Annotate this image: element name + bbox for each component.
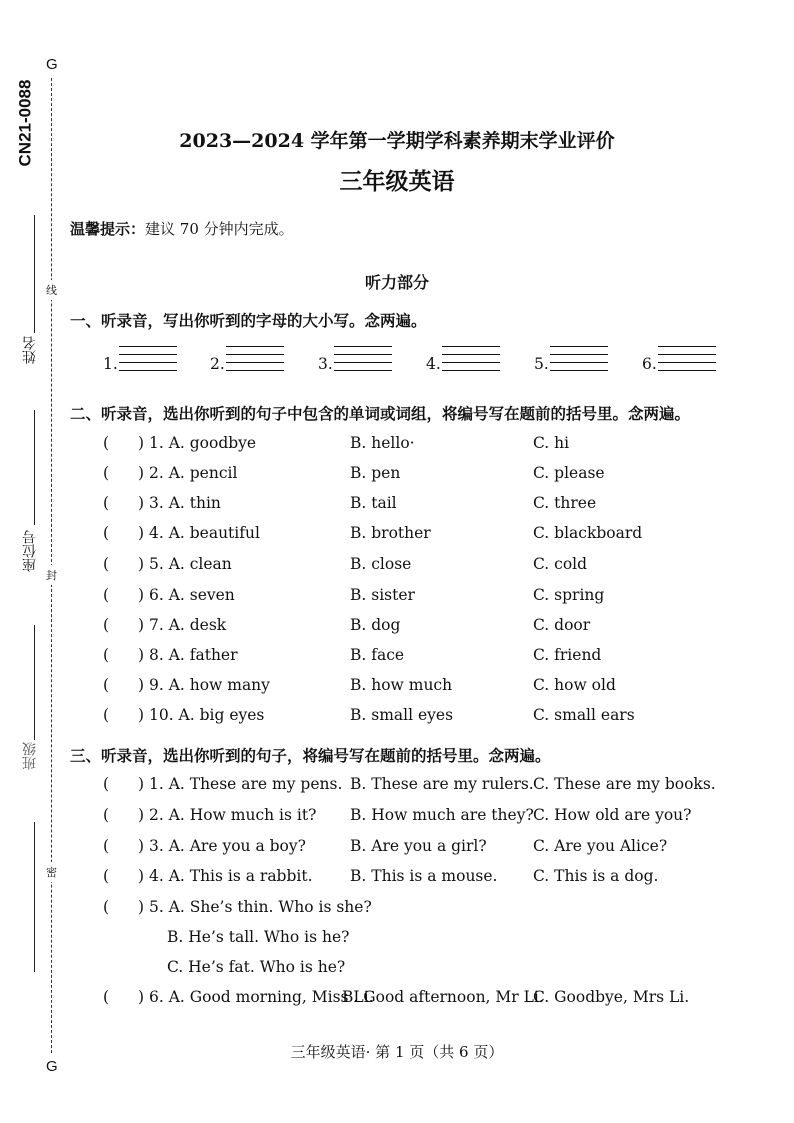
option-a: ) 7. A. desk xyxy=(138,616,227,634)
exam-title: 2023—2024 学年第一学期学科素养期末学业评价 xyxy=(179,130,615,152)
option-c: C. These are my books. xyxy=(533,775,716,793)
s2-row-8 xyxy=(0,646,794,668)
exam-subtitle: 三年级英语 xyxy=(339,168,455,195)
section3-heading: 三、听录音，选出你听到的句子，将编号写在题前的括号里。念两遍。 xyxy=(70,747,551,765)
option-c: C. How old are you? xyxy=(533,806,692,824)
paper-code: CN21-0088 xyxy=(15,79,35,166)
s3-row-6 xyxy=(0,988,794,1010)
option-b: B. How much are they? xyxy=(350,806,534,824)
seat-label: 座位号 xyxy=(22,530,38,572)
option-c: C. door xyxy=(533,616,591,634)
option-b: B. sister xyxy=(350,586,415,604)
answer-paren: ( xyxy=(103,586,110,604)
answer-paren: ( xyxy=(103,837,110,855)
answer-paren: ( xyxy=(103,706,110,724)
part-title: 听力部分 xyxy=(364,273,429,292)
option-a: ) 8. A. father xyxy=(138,646,238,664)
letter-num-6: 6. xyxy=(642,355,657,373)
section2-heading: 二、听录音，选出你听到的句子中包含的单词或词组，将编号写在题前的括号里。念两遍。 xyxy=(70,405,691,423)
answer-paren: ( xyxy=(103,494,110,512)
letter-num-4: 4. xyxy=(426,355,441,373)
option-c: C. friend xyxy=(533,646,602,664)
option-a: ) 2. A. How much is it? xyxy=(138,806,317,824)
s2-row-2 xyxy=(0,464,794,486)
g-mark-bottom: G xyxy=(46,1058,58,1075)
option-a: ) 3. A. thin xyxy=(138,494,221,512)
s3-row-3 xyxy=(0,837,794,859)
letter-num-2: 2. xyxy=(210,355,225,373)
option-a: ) 10. A. big eyes xyxy=(138,706,265,724)
answer-paren: ( xyxy=(103,434,110,452)
seal-mi: 密 xyxy=(46,862,57,882)
option-a: ) 4. A. beautiful xyxy=(138,524,260,542)
seal-feng: 封 xyxy=(46,565,57,585)
letter-num-5: 5. xyxy=(534,355,549,373)
letter-blank-2 xyxy=(226,346,284,378)
answer-paren: ( xyxy=(103,867,110,885)
option-b: B. hello· xyxy=(350,434,415,452)
answer-paren: ( xyxy=(103,464,110,482)
option-b: B. This is a mouse. xyxy=(350,867,498,885)
option-c: C. small ears xyxy=(533,706,635,724)
s3-row-5 xyxy=(0,898,794,980)
answer-paren: ( xyxy=(103,806,110,824)
option-a: ) 6. A. Good morning, Miss Li. xyxy=(138,988,374,1006)
letter-num-1: 1. xyxy=(103,355,118,373)
option-c: C. spring xyxy=(533,586,605,604)
option-c: C. blackboard xyxy=(533,524,643,542)
option-a: ) 4. A. This is a rabbit. xyxy=(138,867,313,885)
tip xyxy=(70,218,294,239)
option-b: B. pen xyxy=(350,464,401,482)
s2-row-3 xyxy=(0,494,794,516)
letter-blank-1 xyxy=(119,346,177,378)
tip-text: 建议 70 分钟内完成。 xyxy=(145,220,294,238)
section1-heading: 一、听录音，写出你听到的字母的大小写。念两遍。 xyxy=(70,312,427,330)
option-c: C. This is a dog. xyxy=(533,867,659,885)
option-c: C. cold xyxy=(533,555,588,573)
letter-blank-3 xyxy=(334,346,392,378)
option-a: ) 2. A. pencil xyxy=(138,464,238,482)
letter-blank-6 xyxy=(658,346,716,378)
answer-paren: ( xyxy=(103,676,110,694)
answer-paren: ( xyxy=(103,775,110,793)
answer-paren: ( xyxy=(103,524,110,542)
letter-blank-5 xyxy=(550,346,608,378)
option-a: ) 1. A. These are my pens. xyxy=(138,775,343,793)
s2-row-1 xyxy=(0,434,794,456)
option-c: C. Goodbye, Mrs Li. xyxy=(533,988,690,1006)
option-a: ) 3. A. Are you a boy? xyxy=(138,837,306,855)
option-c: C. Are you Alice? xyxy=(533,837,668,855)
option-c: C. please xyxy=(533,464,605,482)
option-c: C. three xyxy=(533,494,597,512)
s2-row-5 xyxy=(0,555,794,577)
answer-paren: ( xyxy=(103,646,110,664)
class-label: 班级 xyxy=(22,742,38,770)
page-footer: 三年级英语· 第 1 页（共 6 页） xyxy=(290,1043,504,1061)
answer-paren: ( xyxy=(103,616,110,634)
s3-row-2 xyxy=(0,806,794,828)
option-b: B. Are you a girl? xyxy=(350,837,487,855)
s2-row-10 xyxy=(0,706,794,728)
s2-row-4 xyxy=(0,524,794,546)
s3-row-4 xyxy=(0,867,794,889)
option-b: B. These are my rulers. xyxy=(350,775,534,793)
option-c: C. hi xyxy=(533,434,570,452)
answer-paren: ( xyxy=(103,555,110,573)
option-b: B. how much xyxy=(350,676,453,694)
option-b: B. tail xyxy=(350,494,397,512)
option-c: C. He’s fat. Who is he? xyxy=(167,958,346,976)
seal-xian: 线 xyxy=(46,280,57,300)
option-b: B. face xyxy=(350,646,405,664)
option-b: B. Good afternoon, Mr Li. xyxy=(342,988,544,1006)
option-b: B. close xyxy=(350,555,412,573)
letter-num-3: 3. xyxy=(318,355,333,373)
option-b: B. dog xyxy=(350,616,401,634)
option-a: ) 5. A. clean xyxy=(138,555,232,573)
s2-row-9 xyxy=(0,676,794,698)
letter-blank-4 xyxy=(442,346,500,378)
option-b: B. He’s tall. Who is he? xyxy=(167,928,350,946)
s3-row-1 xyxy=(0,775,794,797)
s2-row-7 xyxy=(0,616,794,638)
option-a: ) 1. A. goodbye xyxy=(138,434,257,452)
option-b: B. small eyes xyxy=(350,706,454,724)
answer-paren: ( xyxy=(103,898,110,916)
tip-label: 温馨提示： xyxy=(70,220,146,238)
name-label: 姓名 xyxy=(22,336,38,364)
option-a: ) 6. A. seven xyxy=(138,586,235,604)
option-a: ) 5. A. She’s thin. Who is she? xyxy=(138,898,372,916)
option-a: ) 9. A. how many xyxy=(138,676,270,694)
g-mark-top: G xyxy=(46,56,58,73)
s2-row-6 xyxy=(0,586,794,608)
answer-paren: ( xyxy=(103,988,110,1006)
option-c: C. how old xyxy=(533,676,616,694)
option-b: B. brother xyxy=(350,524,431,542)
